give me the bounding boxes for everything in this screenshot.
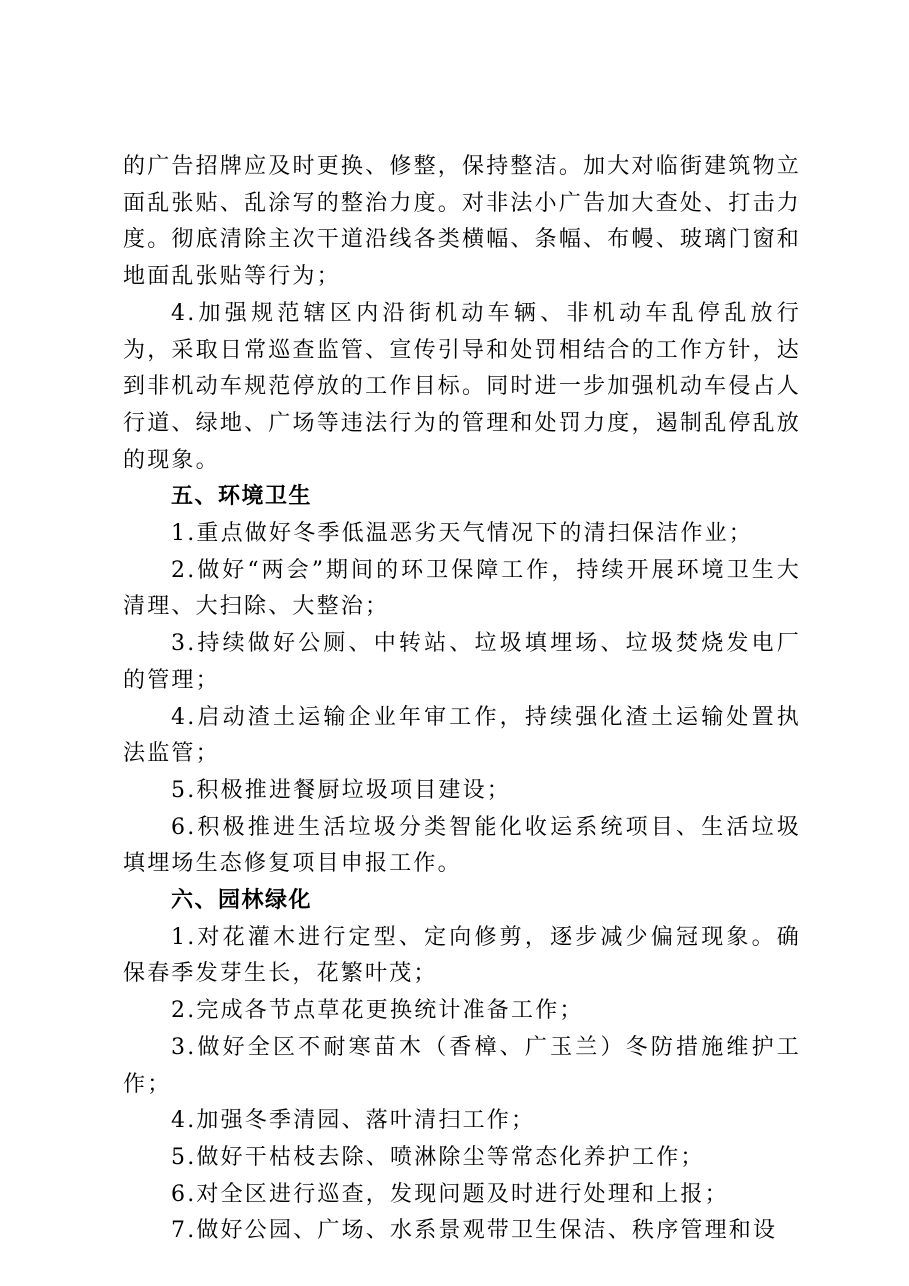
paragraph-sanitation-item-5: 5.积极推进餐厨垃圾项目建设； xyxy=(171,777,511,803)
document-body xyxy=(123,149,801,1250)
paragraph-sanitation-item-1: 1.重点做好冬季低温恶劣天气情况下的清扫保洁作业； xyxy=(171,521,753,547)
paragraph-sanitation-item-3: 3.持续做好公厕、中转站、垃圾填埋场、垃圾焚烧发电厂的管理； xyxy=(123,631,801,693)
paragraph-landscaping-item-3: 3.做好全区不耐寒苗木（香樟、广玉兰）冬防措施维护工作； xyxy=(123,1034,801,1097)
paragraph-sanitation-item-4: 4.启动渣土运输企业年审工作，持续强化渣土运输处置执法监管； xyxy=(123,704,801,767)
paragraph-landscaping-item-7: 7.做好公园、广场、水系景观带卫生保洁、秩序管理和设 xyxy=(171,1218,778,1244)
paragraph-landscaping-item-6: 6.对全区进行巡查，发现问题及时进行处理和上报； xyxy=(171,1181,729,1207)
paragraph-sanitation-item-2: 2.做好“两会”期间的环卫保障工作，持续开展环境卫生大清理、大扫除、大整治； xyxy=(123,557,801,620)
paragraph-landscaping-item-2: 2.完成各节点草花更换统计准备工作； xyxy=(171,998,584,1024)
paragraph-item-4-parking: 4.加强规范辖区内沿街机动车辆、非机动车乱停乱放行为，采取日常巡查监管、宣传引导和处罚相结合的工作方针，达到非机动车规范停放的工作目标。同时进一步加强机动车侵占人行道、绿地、广场等违法行为的管理和处罚力度，遏制乱停乱放的现象。 xyxy=(123,300,801,473)
paragraph-landscaping-item-1: 1.对花灌木进行定型、定向修剪，逐步减少偏冠现象。确保春季发芽生长，花繁叶茂； xyxy=(123,924,801,987)
paragraph-sanitation-item-6: 6.积极推进生活垃圾分类智能化收运系统项目、生活垃圾填埋场生态修复项目申报工作。 xyxy=(123,814,801,877)
paragraph-ad-signs: 的广告招牌应及时更换、修整，保持整洁。加大对临街建筑物立面乱张贴、乱涂写的整治力度。对非法小广告加大查处、打击力度。彻底清除主次干道沿线各类横幅、条幅、布幔、玻璃门窗和地面乱张贴等行为； xyxy=(123,154,801,290)
paragraph-landscaping-item-5: 5.做好干枯枝去除、喷淋除尘等常态化养护工作； xyxy=(171,1144,705,1170)
section-heading-sanitation: 五、环境卫生 xyxy=(171,484,313,510)
section-heading-landscaping: 六、园林绿化 xyxy=(171,888,313,914)
paragraph-landscaping-item-4: 4.加强冬季清园、落叶清扫工作； xyxy=(171,1108,536,1134)
